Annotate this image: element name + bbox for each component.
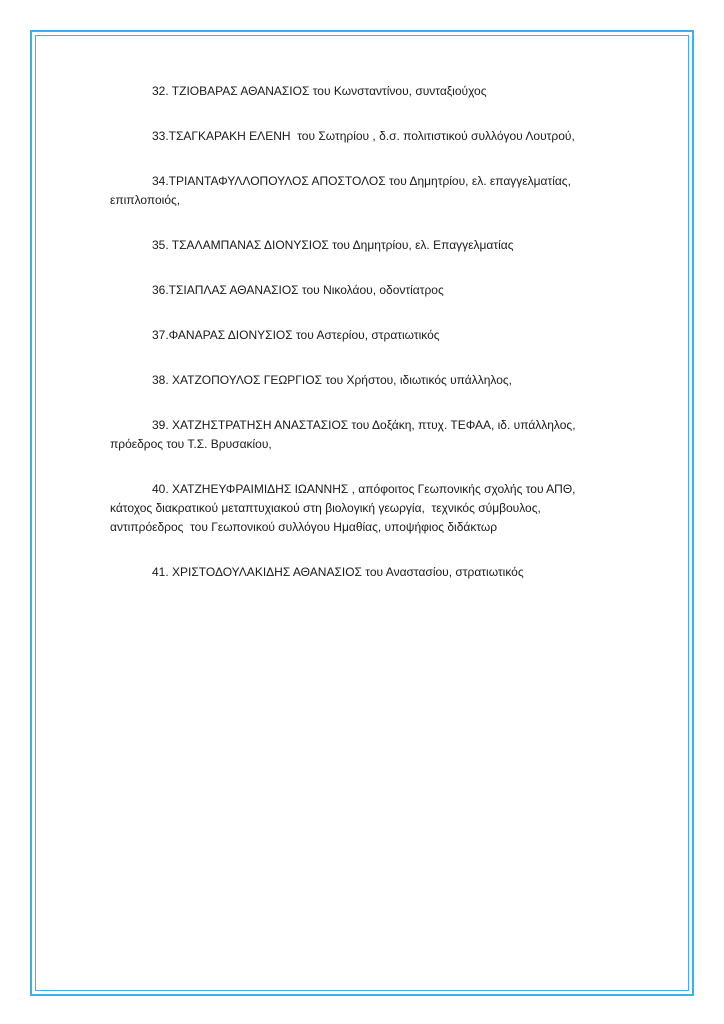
candidate-entry-40: 40. ΧΑΤΖΗΕΥΦΡΑΙΜΙΔΗΣ ΙΩΑΝΝΗΣ , απόφοιτος Γεωπονικής σχολής του ΑΠΘ, κάτοχος διακρατικού μεταπτυχιακού στη βιολογική γεωργία, τεχνικός σύμβουλος, αντιπρόεδρος του Γεωπονικού συλλόγου Ημαθίας, υποψήφιος διδάκτωρ: [110, 482, 579, 534]
candidate-entry-35: 35. ΤΣΑΛΑΜΠΑΝΑΣ ΔΙΟΝΥΣΙΟΣ του Δημητρίου, ελ. Επαγγελματίας: [152, 238, 514, 252]
candidate-entry-33: 33.ΤΣΑΓΚΑΡΑΚΗ ΕΛΕΝΗ του Σωτηρίου , δ.σ. πολιτιστικού συλλόγου Λουτρού,: [152, 129, 575, 143]
candidate-entry-39: 39. ΧΑΤΖΗΣΤΡΑΤΗΣΗ ΑΝΑΣΤΑΣΙΟΣ του Δοξάκη, πτυχ. ΤΕΦΑΑ, ιδ. υπάλληλος, πρόεδρος του Τ.Σ. Βρυσακίου,: [110, 418, 579, 451]
candidate-entry-34: 34.ΤΡΙΑΝΤΑΦΥΛΛΟΠΟΥΛΟΣ ΑΠΟΣΤΟΛΟΣ του Δημητρίου, ελ. επαγγελματίας, επιπλοποιός,: [110, 174, 575, 207]
candidate-list: [110, 82, 600, 582]
candidate-entry-32: 32. ΤΖΙΟΒΑΡΑΣ ΑΘΑΝΑΣΙΟΣ του Κωνσταντίνου, συνταξιούχος: [152, 84, 487, 98]
candidate-entry-38: 38. ΧΑΤΖΟΠΟΥΛΟΣ ΓΕΩΡΓΙΟΣ του Χρήστου, ιδιωτικός υπάλληλος,: [152, 373, 512, 387]
candidate-entry-36: 36.ΤΣΙΑΠΛΑΣ ΑΘΑΝΑΣΙΟΣ του Νικολάου, οδοντίατρος: [152, 283, 444, 297]
candidate-entry-37: 37.ΦΑΝΑΡΑΣ ΔΙΟΝΥΣΙΟΣ του Αστερίου, στρατιωτικός: [152, 328, 440, 342]
candidate-entry-41: 41. ΧΡΙΣΤΟΔΟΥΛΑΚΙΔΗΣ ΑΘΑΝΑΣΙΟΣ του Αναστασίου, στρατιωτικός: [152, 565, 524, 579]
